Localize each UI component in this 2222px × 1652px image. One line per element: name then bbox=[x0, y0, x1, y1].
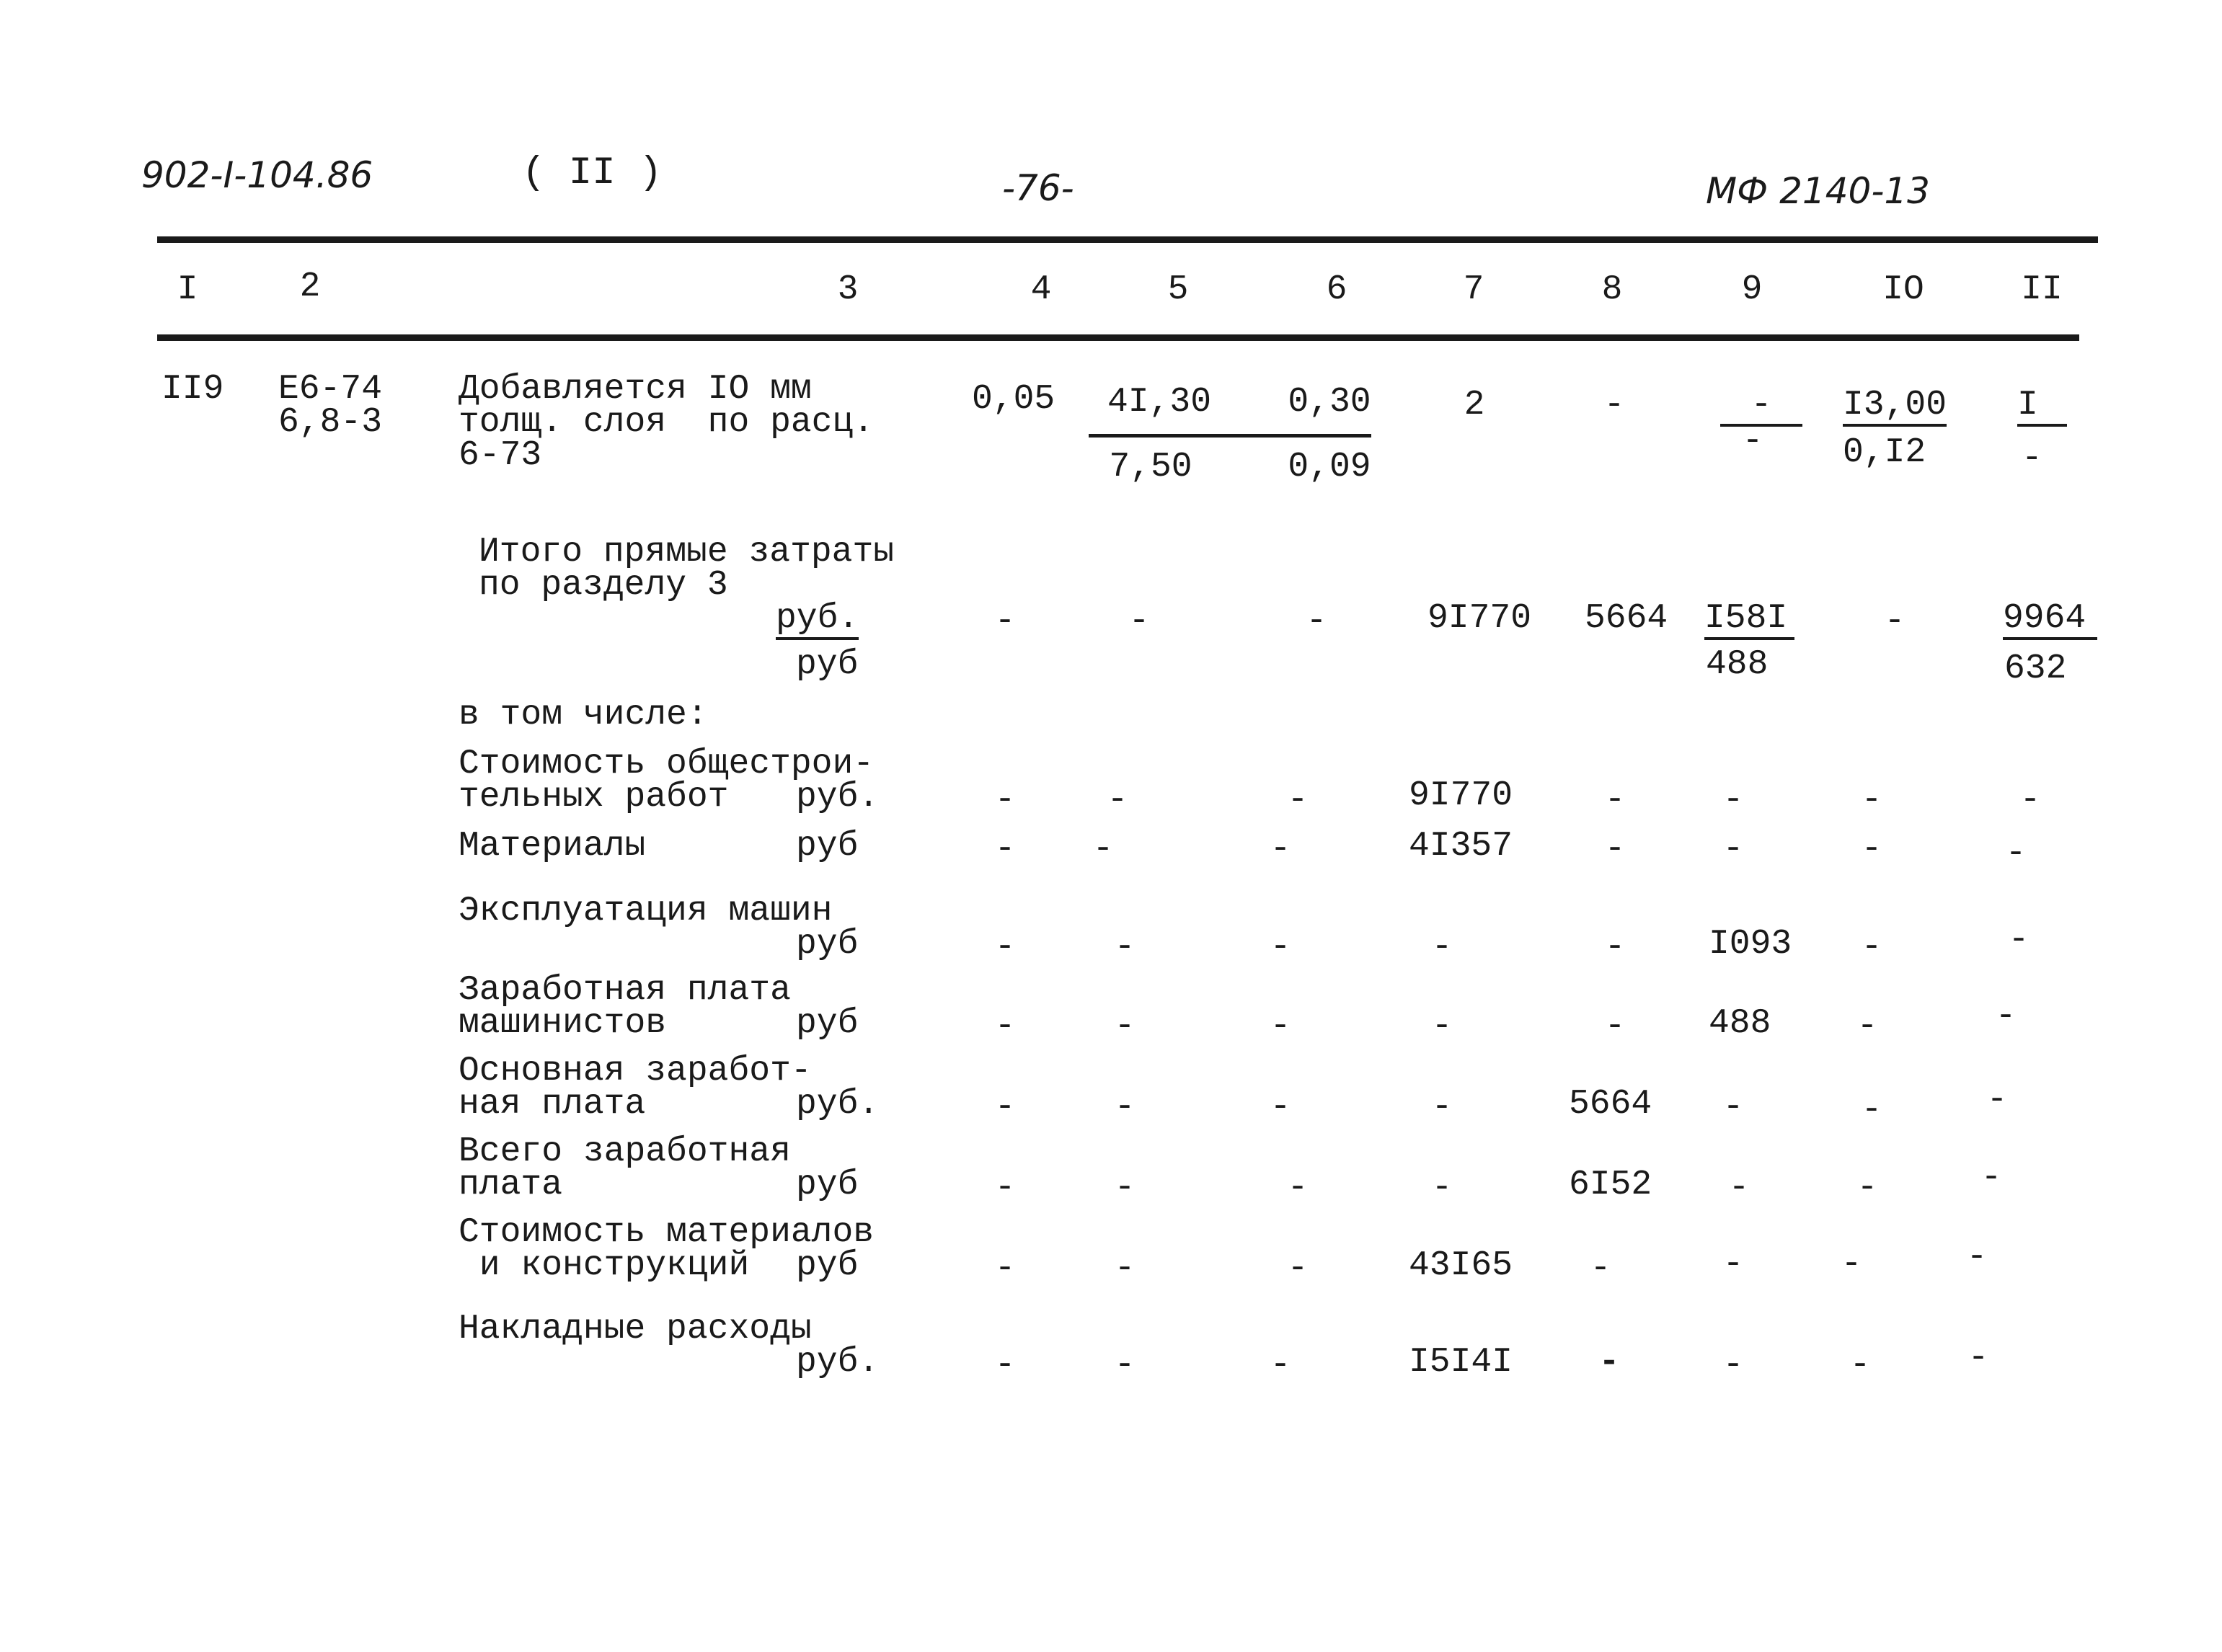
breakdown-col6: - bbox=[1270, 830, 1291, 869]
breakdown-col9: - bbox=[1722, 830, 1744, 869]
breakdown-col10: - bbox=[1861, 781, 1882, 820]
breakdown-col5: - bbox=[1092, 830, 1114, 869]
breakdown-label-line1: Материалы bbox=[459, 827, 646, 866]
breakdown-label-line1: Всего заработная bbox=[459, 1132, 791, 1171]
item-description-line2: толщ. слоя по расц. bbox=[459, 403, 875, 442]
breakdown-label-line1: Основная заработ- bbox=[459, 1052, 812, 1091]
column-header-9: 9 bbox=[1741, 270, 1763, 309]
breakdown-col6: - bbox=[1270, 1088, 1291, 1127]
breakdown-unit: руб. bbox=[796, 778, 880, 817]
item-col9-bottom: - bbox=[1742, 422, 1763, 461]
breakdown-col4: - bbox=[994, 1249, 1016, 1288]
breakdown-col8: 5664 bbox=[1569, 1085, 1652, 1124]
column-header-8: 8 bbox=[1601, 270, 1623, 309]
total-col9-bottom: 488 bbox=[1706, 645, 1769, 684]
breakdown-col6: - bbox=[1270, 928, 1291, 967]
breakdown-label-line1: Накладные расходы bbox=[459, 1310, 812, 1349]
breakdown-unit: руб. bbox=[796, 1343, 880, 1382]
item-number: II9 bbox=[161, 370, 224, 409]
breakdown-col6: - bbox=[1287, 781, 1309, 820]
breakdown-col7: - bbox=[1431, 1088, 1453, 1127]
breakdown-label-line2: машинистов bbox=[459, 1004, 667, 1043]
document-code: 902-I-104.86 bbox=[141, 154, 373, 196]
item-description-line3: 6-73 bbox=[459, 436, 542, 475]
item-description-line1: Добавляется IO мм bbox=[459, 370, 812, 409]
column-header-10: IO bbox=[1882, 270, 1924, 309]
breakdown-col10: - bbox=[1849, 1346, 1871, 1385]
breakdown-col5: - bbox=[1107, 781, 1128, 820]
breakdown-col8: - bbox=[1598, 1343, 1620, 1382]
breakdown-col6: - bbox=[1270, 1007, 1291, 1046]
item-col11-bottom: - bbox=[2022, 439, 2042, 478]
breakdown-col10: - bbox=[1856, 1168, 1878, 1207]
breakdown-col9: - bbox=[1722, 781, 1744, 820]
breakdown-col4: - bbox=[994, 1346, 1016, 1385]
breakdown-col11: - bbox=[1968, 1338, 1989, 1377]
top-rule bbox=[157, 236, 2098, 243]
total-col5: - bbox=[1128, 602, 1150, 641]
breakdown-col9: I093 bbox=[1709, 925, 1792, 964]
total-col10: - bbox=[1884, 602, 1905, 641]
item-code-line2: 6,8-3 bbox=[278, 403, 383, 442]
breakdown-col11: - bbox=[1980, 1158, 2002, 1197]
page-number: -76- bbox=[1002, 167, 1074, 209]
total-col4: - bbox=[994, 602, 1016, 641]
breakdown-label-line1: Стоимость общестрои- bbox=[459, 745, 875, 783]
breakdown-col7: - bbox=[1431, 928, 1453, 967]
breakdown-col5: - bbox=[1114, 1088, 1136, 1127]
breakdown-col5: - bbox=[1114, 1249, 1136, 1288]
column-header-1: I bbox=[177, 270, 198, 309]
breakdown-label-line2: плата bbox=[459, 1165, 563, 1204]
item-col8: - bbox=[1603, 386, 1625, 425]
fraction-bar bbox=[1089, 434, 1371, 438]
section-number: ( II ) bbox=[522, 151, 663, 195]
breakdown-unit: руб bbox=[796, 1165, 859, 1204]
total-col7: 9I770 bbox=[1428, 599, 1532, 638]
breakdown-col7: 9I770 bbox=[1409, 776, 1513, 815]
breakdown-unit: руб bbox=[796, 827, 859, 866]
item-col10-bottom: 0,I2 bbox=[1843, 433, 1926, 472]
total-unit-top: руб. bbox=[776, 601, 859, 640]
breakdown-col11: - bbox=[2005, 834, 2027, 873]
breakdown-col5: - bbox=[1114, 928, 1136, 967]
column-header-4: 4 bbox=[1030, 270, 1052, 309]
breakdown-unit: руб. bbox=[796, 1085, 880, 1124]
including-label: в том числе: bbox=[459, 696, 708, 734]
header-bottom-rule bbox=[157, 334, 2079, 341]
breakdown-label-line1: Эксплуатация машин bbox=[459, 892, 833, 931]
column-header-11: II bbox=[2021, 270, 2063, 309]
breakdown-col10: - bbox=[1841, 1245, 1862, 1284]
item-col5-numerator: 4I,30 bbox=[1107, 383, 1212, 422]
breakdown-col11: - bbox=[1966, 1238, 1988, 1276]
breakdown-col5: - bbox=[1114, 1168, 1136, 1207]
breakdown-col8: - bbox=[1604, 1007, 1626, 1046]
breakdown-unit: руб bbox=[796, 1004, 859, 1043]
column-header-2: 2 bbox=[299, 267, 321, 306]
breakdown-col8: - bbox=[1604, 928, 1626, 967]
breakdown-col9: 488 bbox=[1709, 1004, 1771, 1043]
breakdown-col7: - bbox=[1431, 1168, 1453, 1207]
breakdown-col6: - bbox=[1270, 1346, 1291, 1385]
breakdown-col4: - bbox=[994, 830, 1016, 869]
breakdown-col10: - bbox=[1856, 1007, 1878, 1046]
breakdown-col4: - bbox=[994, 1088, 1016, 1127]
breakdown-col5: - bbox=[1114, 1346, 1136, 1385]
breakdown-col9: - bbox=[1722, 1245, 1744, 1284]
column-header-7: 7 bbox=[1463, 270, 1484, 309]
breakdown-col11: - bbox=[2019, 781, 2041, 820]
total-label-line2: по разделу 3 bbox=[479, 566, 728, 605]
item-col11-top: I bbox=[2017, 388, 2067, 427]
breakdown-label-line1: Заработная плата bbox=[459, 971, 791, 1010]
breakdown-label-line2: тельных работ bbox=[459, 778, 729, 817]
breakdown-col6: - bbox=[1287, 1168, 1309, 1207]
breakdown-col10: - bbox=[1861, 928, 1882, 967]
breakdown-col10: - bbox=[1861, 830, 1882, 869]
breakdown-col11: - bbox=[1995, 997, 2017, 1036]
column-header-5: 5 bbox=[1167, 270, 1189, 309]
breakdown-col10: - bbox=[1861, 1091, 1882, 1129]
breakdown-label-line1: Стоимость материалов bbox=[459, 1213, 875, 1252]
total-col9-top: I58I bbox=[1704, 601, 1794, 640]
breakdown-col5: - bbox=[1114, 1007, 1136, 1046]
breakdown-label-line2: ная плата bbox=[459, 1085, 646, 1124]
breakdown-col11: - bbox=[2008, 920, 2030, 959]
breakdown-col9: - bbox=[1728, 1168, 1750, 1207]
breakdown-unit: руб bbox=[796, 925, 859, 964]
column-header-3: 3 bbox=[837, 270, 859, 309]
breakdown-col4: - bbox=[994, 1007, 1016, 1046]
item-col5-denominator: 7,50 bbox=[1109, 448, 1192, 487]
column-header-6: 6 bbox=[1326, 270, 1347, 309]
breakdown-col11: - bbox=[1986, 1080, 2008, 1119]
breakdown-col8: - bbox=[1604, 830, 1626, 869]
breakdown-col9: - bbox=[1722, 1088, 1744, 1127]
item-col10-top: I3,00 bbox=[1843, 388, 1947, 427]
item-col7: 2 bbox=[1464, 386, 1485, 425]
breakdown-col8: - bbox=[1604, 781, 1626, 820]
breakdown-col8: 6I52 bbox=[1569, 1165, 1652, 1204]
breakdown-col7: 43I65 bbox=[1409, 1246, 1513, 1285]
item-col6-denominator: 0,09 bbox=[1288, 448, 1371, 487]
item-col9-top: - bbox=[1720, 388, 1802, 427]
total-unit-bottom: руб bbox=[796, 645, 859, 684]
total-col11-top: 9964 bbox=[2003, 601, 2097, 640]
breakdown-col7: - bbox=[1431, 1007, 1453, 1046]
breakdown-col7: I5I4I bbox=[1409, 1343, 1513, 1382]
item-col4: 0,05 bbox=[972, 380, 1055, 419]
breakdown-col4: - bbox=[994, 1168, 1016, 1207]
total-col8: 5664 bbox=[1585, 599, 1668, 638]
breakdown-col9: - bbox=[1722, 1346, 1744, 1385]
total-col6: - bbox=[1306, 602, 1327, 641]
breakdown-label-line2: и конструкций bbox=[459, 1246, 750, 1285]
breakdown-col8: - bbox=[1590, 1249, 1611, 1288]
breakdown-col4: - bbox=[994, 928, 1016, 967]
sheet-code: МФ 2140-13 bbox=[1706, 170, 1930, 212]
item-code-line1: Е6-74 bbox=[278, 370, 383, 409]
breakdown-col6: - bbox=[1287, 1249, 1309, 1288]
breakdown-unit: руб bbox=[796, 1246, 859, 1285]
item-col6-numerator: 0,30 bbox=[1288, 383, 1371, 422]
total-col11-bottom: 632 bbox=[2004, 649, 2067, 688]
breakdown-col7: 4I357 bbox=[1409, 827, 1513, 866]
breakdown-col4: - bbox=[994, 781, 1016, 820]
total-label-line1: Итого прямые затраты bbox=[479, 533, 895, 572]
